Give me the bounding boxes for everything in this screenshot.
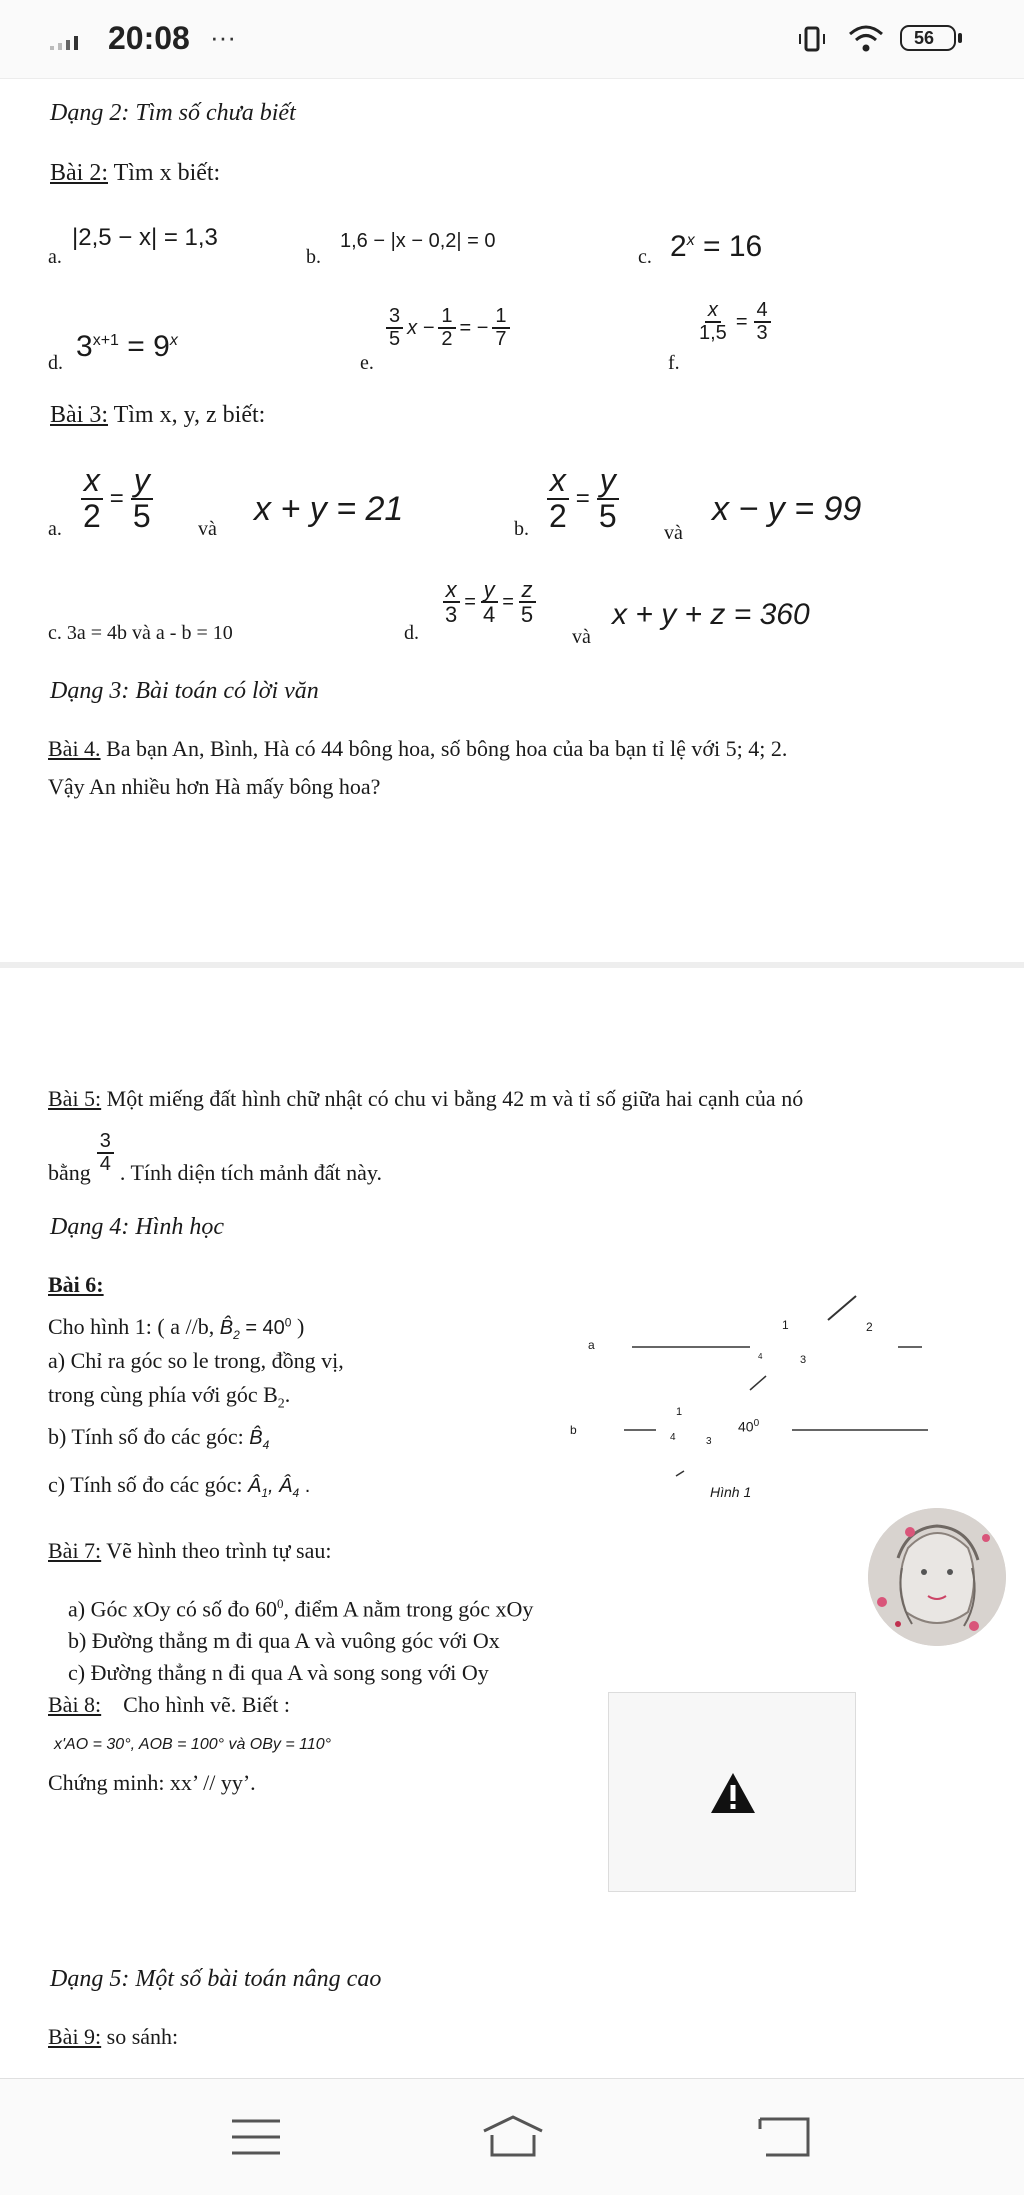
f-frac-2: $\frac{4}{3}$ (754, 300, 771, 344)
bai-3-d-expr (442, 578, 536, 626)
heading-dang-5: Dạng 5: Một số bài toán nâng cao (50, 1966, 382, 1992)
bai-3-b-label: b. (514, 518, 529, 540)
bai-7-c: c) Đường thẳng n đi qua A và song song với Oy (68, 1660, 489, 1685)
vibrate-icon (796, 24, 828, 61)
bai-3-c: c. 3a = 4b và a - b = 10 (48, 622, 233, 644)
e-frac-1: $\frac{3}{5}$ (386, 306, 403, 350)
broken-image-placeholder (608, 1692, 856, 1892)
status-bar (0, 0, 1024, 79)
battery-tip (958, 33, 962, 43)
b3b-cond: x − y = 99 (712, 490, 862, 528)
b3a-frac-1: $\frac{x}{2}$ (80, 464, 104, 533)
bai-4-line-2: Vậy An nhiều hơn Hà mấy bông hoa? (48, 774, 381, 799)
bai-5-label: Bài 5: (48, 1086, 102, 1111)
d-base: 3 (76, 330, 93, 363)
bai-4-line-1 (48, 736, 787, 762)
b3b-va: và (664, 522, 683, 544)
bai-3-a-label: a. (48, 518, 62, 540)
bai-2-label: Bài 2: (50, 160, 108, 186)
bai-2-f-label: f. (668, 352, 680, 374)
bai-5-text: Một miếng đất hình chữ nhật có chu vi bằng 42 m và tỉ số giữa hai cạnh của nó (101, 1086, 804, 1111)
fig-angle: $40^0$ (738, 1418, 760, 1435)
b3d-cond: x + y + z = 360 (612, 598, 810, 631)
bai-8-given: x'AO = 30°, AOB = 100° và OBy = 110° (54, 1736, 332, 1753)
bai-3-b-expr (546, 464, 620, 533)
bai-3-d-label: d. (404, 622, 419, 644)
bai-6-b-angle: $B̂_4$ (249, 1427, 270, 1452)
sticker-avatar[interactable] (868, 1508, 1006, 1646)
fig-a1: 1 (782, 1318, 789, 1332)
bai-6-a-line-2: trong cùng phía với góc $B_2$. (48, 1382, 291, 1412)
bai-9-label: Bài 9: (48, 2024, 102, 2049)
b3d-frac-2: $\frac{y}{4}$ (480, 578, 498, 626)
wifi-icon (848, 24, 884, 59)
d-exp2: x (169, 332, 178, 349)
bai-7-text: Vẽ hình theo trình tự sau: (101, 1538, 332, 1563)
bai-2-b-expr: 1,6 − |x − 0,2| = 0 (340, 230, 496, 252)
e-eq: = − (459, 316, 489, 339)
bai-2-f-expr (696, 300, 771, 344)
bai-2-e-expr (386, 306, 510, 350)
bai-6-b: b) Tính số đo các góc: $B̂_4$ (48, 1424, 270, 1452)
bai-5-frac: $\frac{3}{4}$ (97, 1131, 114, 1175)
fig-line-b: b (570, 1423, 577, 1437)
battery-icon (900, 25, 956, 51)
bai-2-e-label: e. (360, 352, 374, 374)
c-base: 2 (670, 230, 687, 263)
f-frac-1: $\frac{x}{1,5}$ (699, 299, 727, 344)
bai-6-intro (48, 1314, 304, 1342)
bai-5-line-1 (48, 1086, 803, 1112)
fig-line-a: a (588, 1338, 595, 1352)
bai-7-title (48, 1538, 331, 1564)
c-exp: x (686, 232, 695, 249)
b3d-eq-1: = (464, 590, 476, 613)
heading-dang-3: Dạng 3: Bài toán có lời văn (50, 678, 319, 704)
page-divider (0, 962, 1024, 968)
b3a-cond: x + y = 21 (254, 490, 404, 528)
bai-5-suffix: . Tính diện tích mảnh đất này. (119, 1160, 382, 1185)
bai-6-angle: $B̂_2 = 40^0$ (219, 1315, 292, 1342)
bai-8-prove: Chứng minh: xx’ // yy’. (48, 1770, 256, 1795)
bai-3-label: Bài 3: (50, 402, 108, 428)
b3b-frac-1: $\frac{x}{2}$ (546, 464, 570, 533)
bai-5-prefix: bằng (48, 1160, 91, 1185)
bai-8-label: Bài 8: (48, 1692, 102, 1717)
d-mid: = 9 (118, 330, 170, 363)
c-rest: = 16 (694, 230, 763, 263)
bai-6-intro-text: Cho hình 1: ( a //b, (48, 1314, 215, 1339)
bai-2-b-label: b. (306, 246, 321, 268)
bai-4-text: Ba bạn An, Bình, Hà có 44 bông hoa, số bông hoa của ba bạn tỉ lệ với 5; 4; 2. (100, 736, 788, 761)
figure-1 (560, 1280, 940, 1520)
bai-2-c-label: c. (638, 246, 652, 268)
status-time: 20:08 (108, 20, 190, 56)
navigation-bar (0, 2078, 1024, 2195)
bai-2-c-expr (670, 230, 762, 264)
bai-8-title (48, 1692, 290, 1718)
b3b-eq: = (575, 484, 590, 512)
b3a-eq: = (109, 484, 124, 512)
b3a-frac-2: $\frac{y}{5}$ (130, 464, 154, 533)
fig-a3: 3 (800, 1354, 807, 1366)
signal-icon (50, 34, 90, 55)
b3d-va: và (572, 626, 591, 648)
d-exp1: x+1 (92, 332, 119, 349)
bai-9-title (48, 2024, 178, 2050)
menu-icon[interactable] (230, 2117, 282, 2162)
fig-b3: 3 (706, 1436, 712, 1447)
bai-6-label: Bài 6: (48, 1272, 104, 1297)
bai-6-close: ) (296, 1314, 305, 1339)
bai-6-c: c) Tính số đo các góc: $Â_1$, $Â_4$ . (48, 1472, 311, 1500)
bai-7-label: Bài 7: (48, 1538, 102, 1563)
bai-2-d-label: d. (48, 352, 63, 374)
heading-dang-2: Dạng 2: Tìm số chưa biết (50, 100, 296, 126)
status-dots: ··· (210, 22, 236, 52)
b3d-eq-2: = (502, 590, 514, 613)
bai-7-a: a) Góc xOy có số đo $60^0$, điểm A nằm trong góc xOy (68, 1596, 534, 1622)
b3d-frac-1: $\frac{x}{3}$ (442, 578, 460, 626)
bai-8-text: Cho hình vẽ. Biết : (101, 1692, 290, 1717)
bai-3-text: Tìm x, y, z biết: (108, 402, 266, 428)
e-frac-3: $\frac{1}{7}$ (492, 306, 509, 350)
bai-2-a-label: a. (48, 246, 62, 268)
bai-2-text: Tìm x biết: (108, 160, 221, 186)
fig-a2: 2 (866, 1320, 873, 1334)
b3a-va: và (198, 518, 217, 540)
b3d-frac-3: $\frac{z}{5}$ (518, 578, 536, 626)
bai-9-text: so sánh: (101, 2024, 179, 2049)
e-x: x − (407, 316, 435, 339)
home-icon[interactable] (480, 2113, 546, 2164)
fig-a4: 4 (758, 1352, 763, 1361)
bai-4-label: Bài 4. (48, 736, 101, 761)
bai-2-d-expr (76, 330, 178, 364)
bai-2-title (50, 160, 220, 187)
fig-b4: 4 (670, 1432, 676, 1443)
bai-5-line-2 (48, 1120, 382, 1186)
warning-icon (709, 1771, 757, 1820)
b3b-frac-2: $\frac{y}{5}$ (596, 464, 620, 533)
bai-3-a-expr (80, 464, 154, 533)
bai-3-title (50, 402, 265, 429)
e-frac-2: $\frac{1}{2}$ (438, 306, 455, 350)
bai-7-b: b) Đường thẳng m đi qua A và vuông góc với Ox (68, 1628, 500, 1653)
bai-6-c-angles: $Â_1$, $Â_4$ . (247, 1475, 311, 1500)
back-icon[interactable] (756, 2115, 812, 2164)
battery-level: 56 (914, 28, 935, 48)
fig-caption: Hình 1 (710, 1484, 752, 1500)
f-eq: = (735, 310, 748, 333)
bai-6-a-line-1: a) Chỉ ra góc so le trong, đồng vị, (48, 1348, 344, 1373)
bai-2-a-expr: |2,5 − x| = 1,3 (72, 224, 218, 251)
fig-b1: 1 (676, 1406, 683, 1418)
heading-dang-4: Dạng 4: Hình học (50, 1214, 224, 1240)
